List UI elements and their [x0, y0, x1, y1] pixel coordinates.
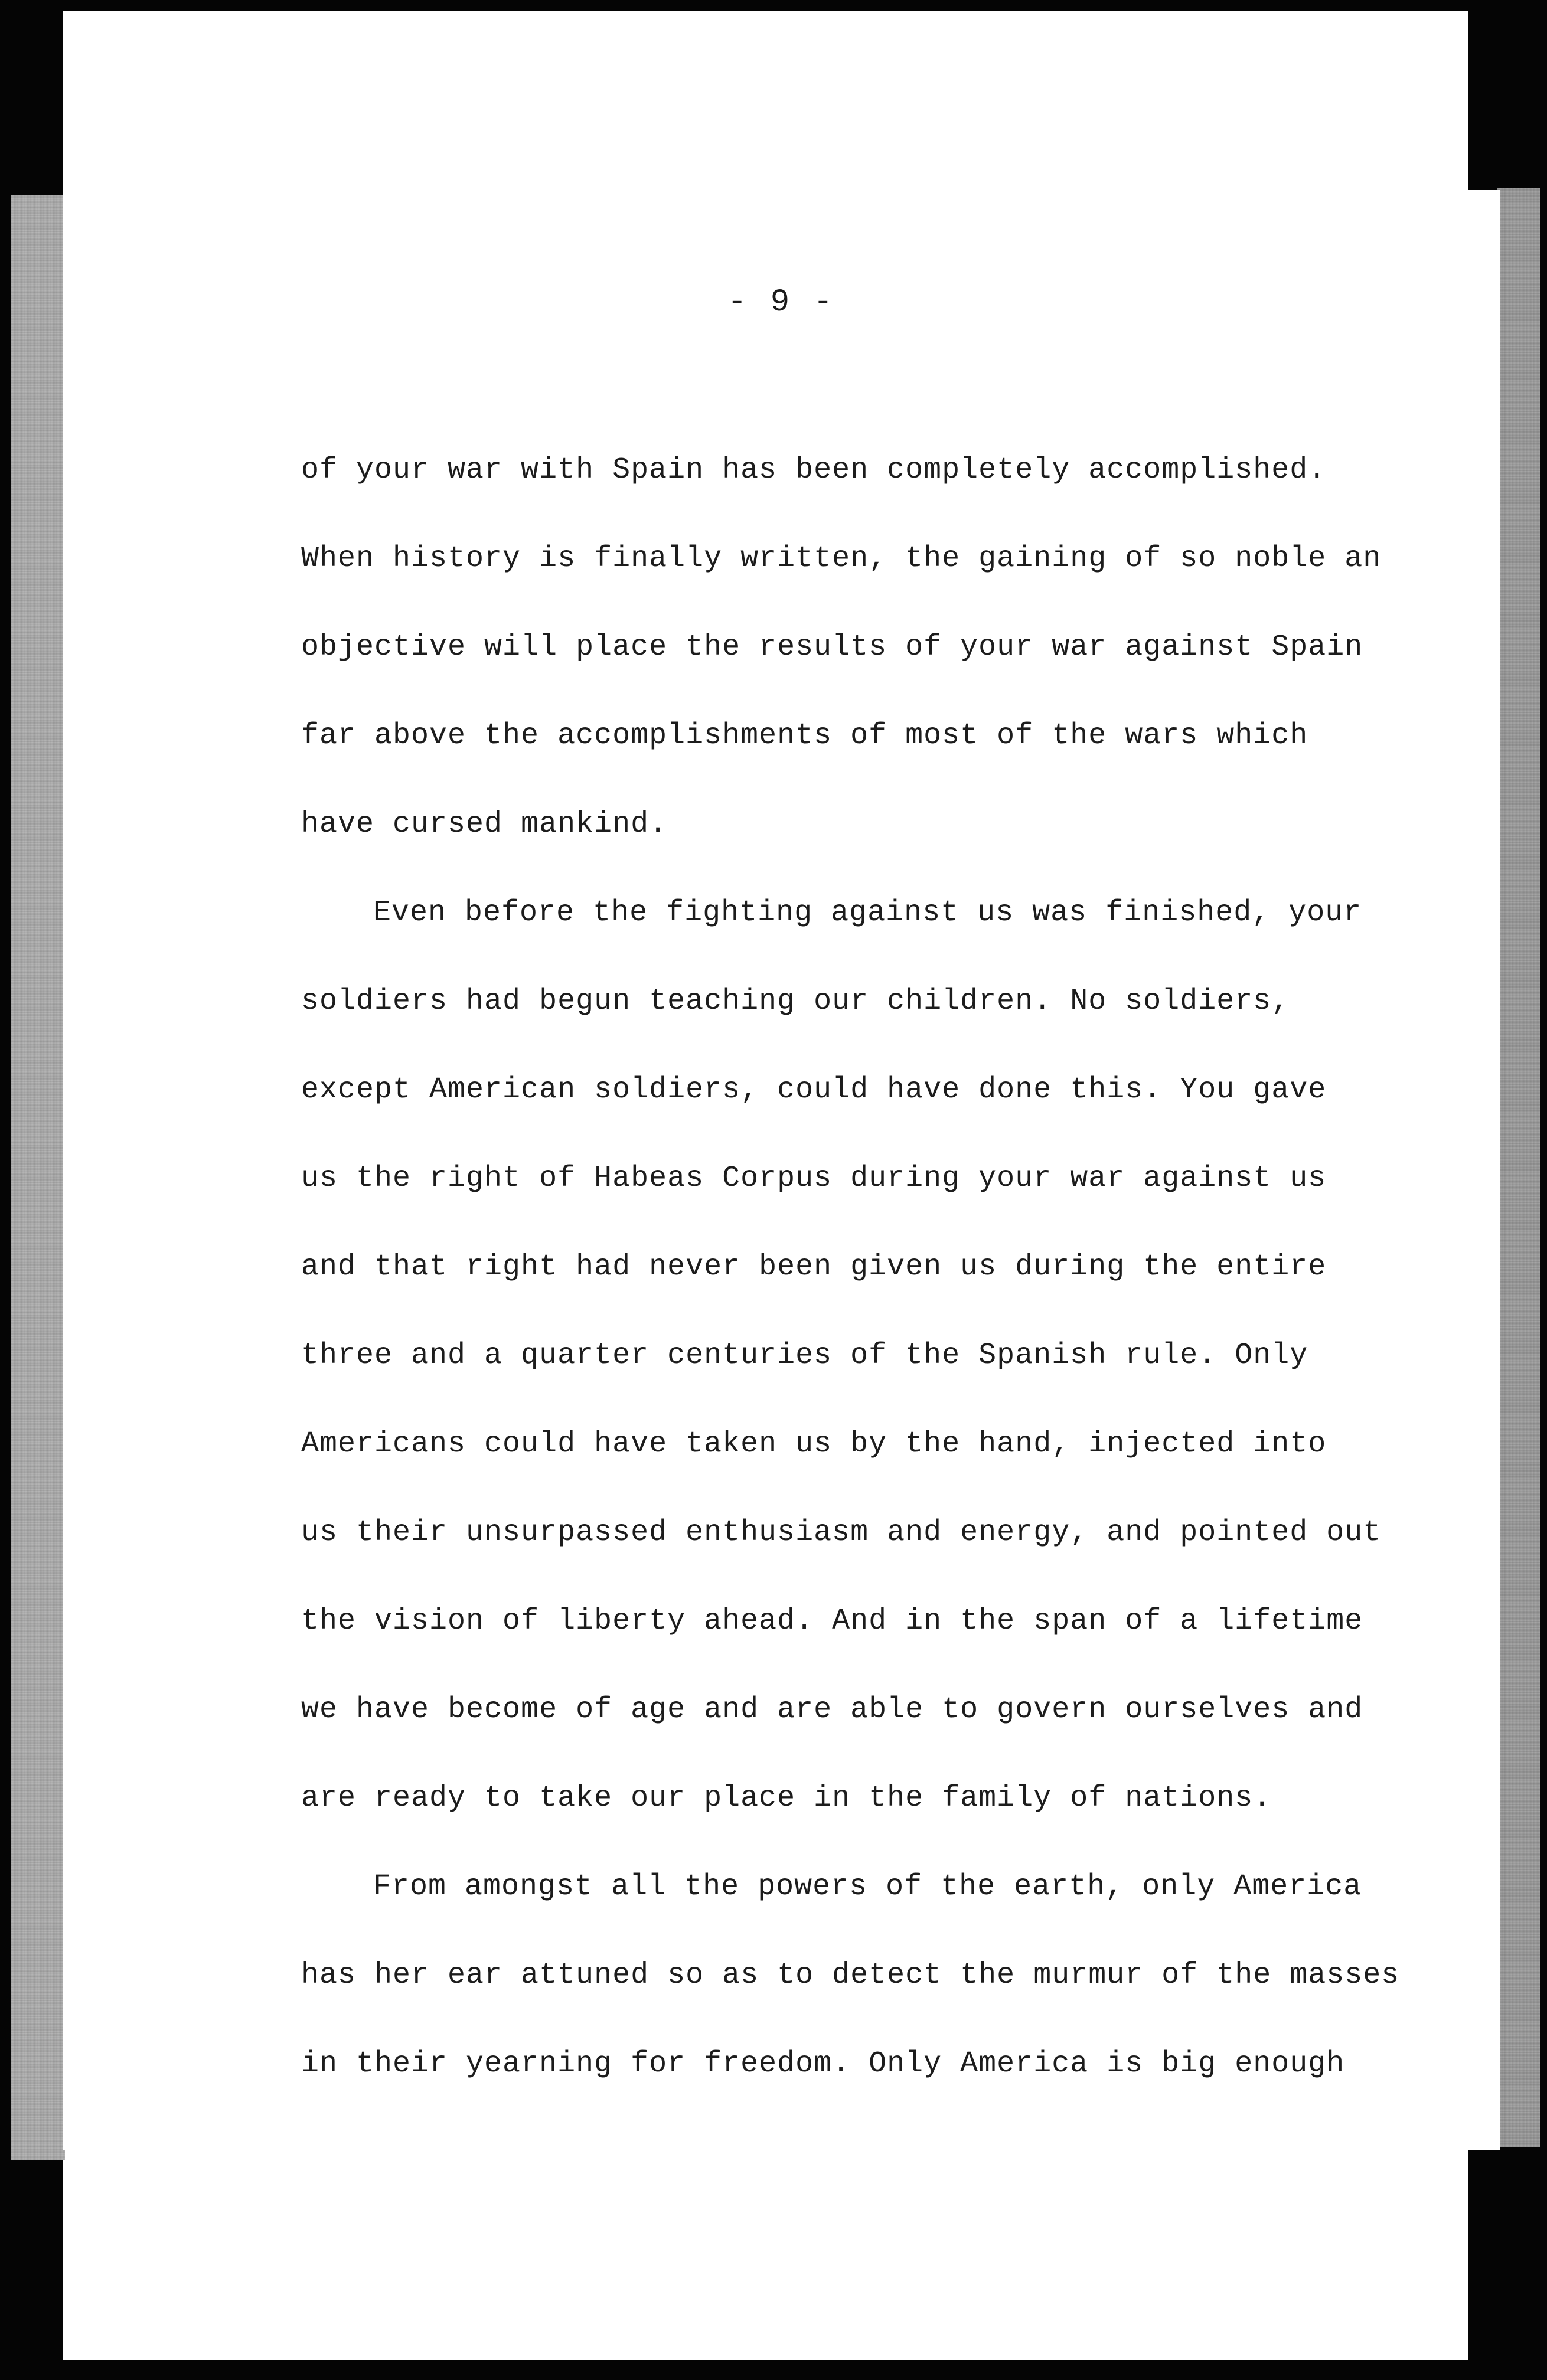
- text-line: far above the accomplishments of most of the wars which: [301, 719, 1308, 753]
- text-line: soldiers had begun teaching our children. No soldiers,: [301, 985, 1290, 1018]
- text-line: have cursed mankind.: [301, 808, 668, 841]
- text-line: has her ear attuned so as to detect the murmur of the masses: [301, 1959, 1400, 1992]
- page-number: - 9 -: [727, 285, 835, 321]
- text-line: and that right had never been given us during the entire: [301, 1250, 1327, 1284]
- text-line: From amongst all the powers of the earth, only America: [373, 1870, 1362, 1904]
- document-page: [63, 190, 1500, 2150]
- text-line: three and a quarter centuries of the Spanish rule. Only: [301, 1339, 1308, 1372]
- text-line: we have become of age and are able to govern ourselves and: [301, 1693, 1363, 1727]
- text-line: When history is finally written, the gaining of so noble an: [301, 542, 1382, 576]
- text-line: of your war with Spain has been completely accomplished.: [301, 453, 1327, 487]
- text-line: the vision of liberty ahead. And in the span of a lifetime: [301, 1604, 1363, 1638]
- document-body: [301, 426, 1470, 2108]
- text-line: except American soldiers, could have done this. You gave: [301, 1073, 1327, 1107]
- text-line: objective will place the results of your war against Spain: [301, 630, 1363, 664]
- right-margin-strip: [1497, 188, 1540, 2147]
- text-line: us the right of Habeas Corpus during your war against us: [301, 1162, 1327, 1195]
- text-line: Even before the fighting against us was finished, your: [373, 896, 1362, 930]
- text-line: Americans could have taken us by the hand, injected into: [301, 1427, 1327, 1461]
- text-line: are ready to take our place in the family of nations.: [301, 1781, 1272, 1815]
- text-line: in their yearning for freedom. Only America is big enough: [301, 2047, 1345, 2081]
- left-margin-strip: [11, 195, 65, 2160]
- text-line: us their unsurpassed enthusiasm and energy, and pointed out: [301, 1516, 1382, 1549]
